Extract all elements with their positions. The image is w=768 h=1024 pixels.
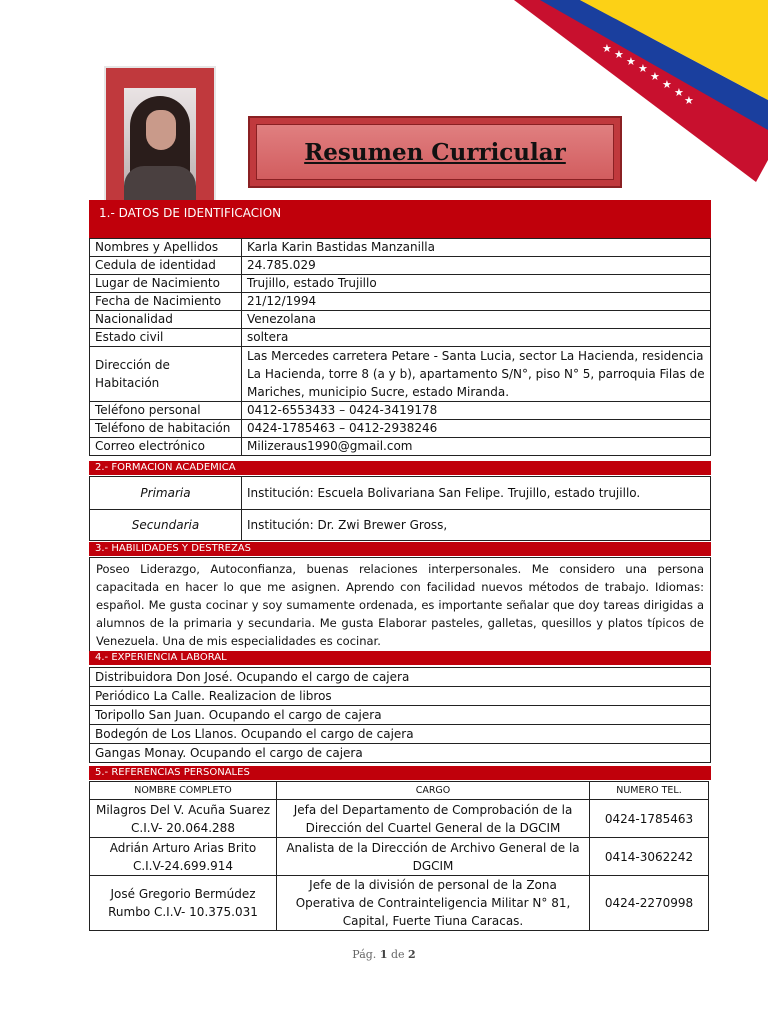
column-header: CARGO bbox=[277, 782, 590, 800]
table-row bbox=[90, 838, 709, 876]
svg-text:★: ★ bbox=[638, 62, 648, 75]
table-row bbox=[90, 800, 709, 838]
ref-name: Milagros Del V. Acuña Suarez C.I.V- 20.064.288 bbox=[90, 800, 277, 838]
table-row bbox=[90, 239, 711, 257]
section-title: 4.- EXPERIENCIA LABORAL bbox=[95, 652, 227, 663]
section-title: 3.- HABILIDADES Y DESTREZAS bbox=[95, 543, 251, 554]
table-row bbox=[90, 311, 711, 329]
experiencia-table bbox=[89, 667, 711, 763]
section-title: 5.- REFERENCIAS PERSONALES bbox=[95, 767, 250, 778]
field-label: Nacionalidad bbox=[90, 311, 242, 329]
table-row bbox=[90, 477, 711, 510]
table-row bbox=[90, 347, 711, 402]
page-number: 1 bbox=[379, 948, 388, 961]
table-row bbox=[90, 402, 711, 420]
field-label: Estado civil bbox=[90, 329, 242, 347]
habilidades-text: Poseo Liderazgo, Autoconfianza, buenas relaciones interpersonales. Me considero una persona capacitada en hacer lo que me asignen. Aprendo con facilidad nuevos métodos de trabajo. Idiomas: español. Me gusta cocinar y soy sumamente ordenada, es importante señalar que doy tareas dirigidas a alumnos de la primaria y secundaria. Me gusta Elaborar pasteles, galletas, quesillos y platos típicos de Venezuela. Una de mis especialidades es cocinar. bbox=[89, 557, 711, 653]
field-value: Institución: Dr. Zwi Brewer Gross, bbox=[242, 510, 711, 541]
svg-text:★: ★ bbox=[662, 78, 672, 91]
experience-item: Toripollo San Juan. Ocupando el cargo de cajera bbox=[90, 706, 711, 725]
table-row bbox=[90, 420, 711, 438]
table-row bbox=[90, 438, 711, 456]
column-header: NUMERO TEL. bbox=[590, 782, 709, 800]
table-row bbox=[90, 510, 711, 541]
field-value: soltera bbox=[242, 329, 711, 347]
list-item bbox=[90, 668, 711, 687]
ref-cargo: Analista de la Dirección de Archivo General de la DGCIM bbox=[277, 838, 590, 876]
table-row bbox=[90, 275, 711, 293]
section-referencias-header bbox=[89, 766, 711, 780]
field-label: Teléfono personal bbox=[90, 402, 242, 420]
field-value: Venezolana bbox=[242, 311, 711, 329]
section-experiencia-header bbox=[89, 651, 711, 665]
list-item bbox=[90, 687, 711, 706]
table-row bbox=[90, 257, 711, 275]
field-label: Nombres y Apellidos bbox=[90, 239, 242, 257]
ref-name: Adrián Arturo Arias Brito C.I.V-24.699.914 bbox=[90, 838, 277, 876]
field-label: Fecha de Nacimiento bbox=[90, 293, 242, 311]
field-value: 24.785.029 bbox=[242, 257, 711, 275]
page-total: 2 bbox=[408, 948, 416, 961]
title-box bbox=[248, 116, 622, 188]
experience-item: Gangas Monay. Ocupando el cargo de cajera bbox=[90, 744, 711, 763]
ref-cargo: Jefe de la división de personal de la Zona Operativa de Contrainteligencia Militar N° 81, Capital, Fuerte Tiuna Caracas. bbox=[277, 876, 590, 931]
experience-item: Periódico La Calle. Realizacion de libros bbox=[90, 687, 711, 706]
field-label: Secundaria bbox=[90, 510, 242, 541]
svg-text:★: ★ bbox=[674, 86, 684, 99]
field-value: Institución: Escuela Bolivariana San Felipe. Trujillo, estado trujillo. bbox=[242, 477, 711, 510]
footer-de-label: de bbox=[390, 948, 405, 961]
page-footer bbox=[0, 948, 768, 961]
section-identificacion-header bbox=[89, 200, 711, 238]
ref-cargo: Jefa del Departamento de Comprobación de la Dirección del Cuartel General de la DGCIM bbox=[277, 800, 590, 838]
svg-text:★: ★ bbox=[602, 42, 612, 55]
ref-name: José Gregorio Bermúdez Rumbo C.I.V- 10.375.031 bbox=[90, 876, 277, 931]
profile-photo bbox=[124, 88, 196, 202]
email-value: Milizeraus1990@gmail.com bbox=[242, 438, 711, 456]
referencias-table bbox=[89, 781, 709, 931]
ref-tel: 0424-1785463 bbox=[590, 800, 709, 838]
experience-item: Bodegón de Los Llanos. Ocupando el cargo de cajera bbox=[90, 725, 711, 744]
svg-text:★: ★ bbox=[650, 70, 660, 83]
field-value: Las Mercedes carretera Petare - Santa Lucia, sector La Hacienda, residencia La Hacienda, torre 8 (a y b), apartamento S/N°, piso N° 5, parroquia Filas de Mariches, municipio Sucre, estado Miranda. bbox=[242, 347, 711, 402]
field-label: Cedula de identidad bbox=[90, 257, 242, 275]
field-label: Teléfono de habitación bbox=[90, 420, 242, 438]
ref-tel: 0424-2270998 bbox=[590, 876, 709, 931]
page-title: Resumen Curricular bbox=[304, 138, 566, 166]
field-value: 21/12/1994 bbox=[242, 293, 711, 311]
list-item bbox=[90, 725, 711, 744]
ref-tel: 0414-3062242 bbox=[590, 838, 709, 876]
section-title: 1.- DATOS DE IDENTIFICACION bbox=[99, 206, 282, 220]
profile-photo-frame bbox=[104, 66, 216, 218]
field-value: Trujillo, estado Trujillo bbox=[242, 275, 711, 293]
table-row bbox=[90, 293, 711, 311]
experience-item: Distribuidora Don José. Ocupando el cargo de cajera bbox=[90, 668, 711, 687]
identificacion-table bbox=[89, 238, 711, 456]
field-value: 0424-1785463 – 0412-2938246 bbox=[242, 420, 711, 438]
table-header-row bbox=[90, 782, 709, 800]
svg-text:★: ★ bbox=[626, 55, 636, 68]
footer-pag-label: Pág. bbox=[352, 948, 377, 961]
section-title: 2.- FORMACION ACADEMICA bbox=[95, 462, 236, 473]
field-label: Correo electrónico bbox=[90, 438, 242, 456]
section-formacion-header bbox=[89, 461, 711, 475]
formacion-table bbox=[89, 476, 711, 541]
column-header: NOMBRE COMPLETO bbox=[90, 782, 277, 800]
field-label: Lugar de Nacimiento bbox=[90, 275, 242, 293]
section-habilidades-header bbox=[89, 542, 711, 556]
table-row bbox=[90, 876, 709, 931]
field-label: Dirección de Habitación bbox=[90, 347, 242, 402]
field-value: Karla Karin Bastidas Manzanilla bbox=[242, 239, 711, 257]
list-item bbox=[90, 706, 711, 725]
field-value: 0412-6553433 – 0424-3419178 bbox=[242, 402, 711, 420]
field-label: Primaria bbox=[90, 477, 242, 510]
svg-text:★: ★ bbox=[614, 48, 624, 61]
table-row bbox=[90, 329, 711, 347]
list-item bbox=[90, 744, 711, 763]
svg-text:★: ★ bbox=[684, 94, 694, 107]
